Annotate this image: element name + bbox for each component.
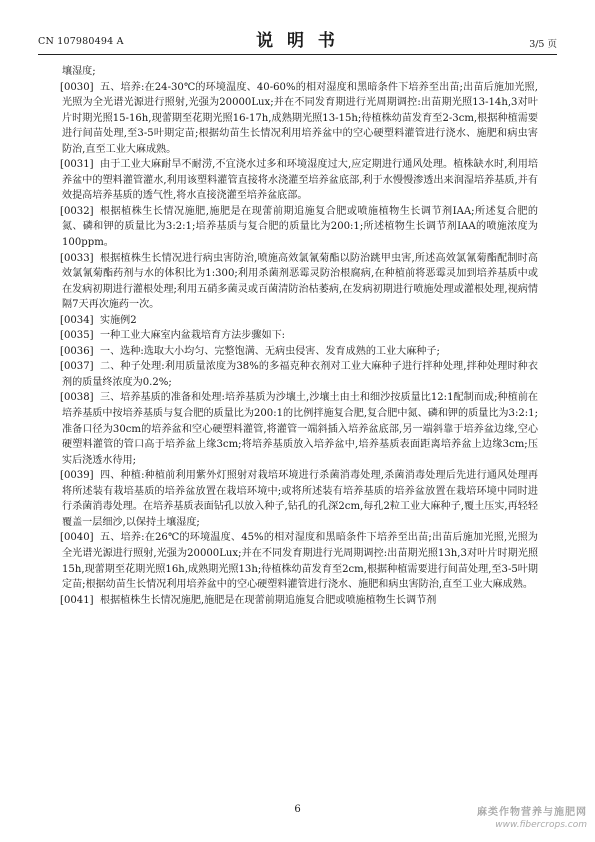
page-header [38, 22, 557, 50]
paragraph-text: 五、培养:在26℃的环境温度、45%的相对湿度和黑暗条件下培养至出苗;出苗后施加光照,光照为全光谱光源进行照射,光强为20000Lux;并在不同发育期进行光周期调控:出苗期光照13h,3对叶片时期光照15h,现蕾期至花期光照16h,成熟期光照13h;待植株幼苗发育至2cm,根据种植需要进行间苗处理,至3-5叶期定苗;根据幼苗生长情况利用培养盆中的空心硬塑料灌管进行浇水、施肥和病虫害防治,直至工业大麻成熟。 [62, 532, 538, 591]
paragraph-0038 [62, 390, 538, 468]
paragraph-number: [0037] [60, 361, 94, 373]
document-title: 说 明 书 [256, 31, 339, 51]
paragraph-text: 根据植株生长情况施肥,施肥是在现蕾前期追施复合肥或喷施植物生长调节剂IAA;所述复合肥的氮、磷和钾的质量比为3:2:1;培养基质与复合肥的质量比为200:1;所述植物生长调节剂IAA的喷施浓度为100ppm。 [62, 205, 538, 249]
paragraph-text: 壤湿度; [62, 66, 96, 77]
patent-number: CN 107980494 A [38, 36, 124, 47]
paragraph-text: 实施例2 [100, 314, 137, 326]
paragraph-text: 由于工业大麻耐旱不耐涝,不宜浇水过多和环境湿度过大,应定期进行通风处理。植株缺水时,利用培养盆中的塑料灌管灌水,利用该塑料灌管直接将水浇灌至培养盆底部,利于水慢慢渗透出来润湿培养基质,并有效提高培养基质的透气性,将水直接浇灌至培养盆底部。 [62, 159, 538, 202]
paragraph-number: [0034] [60, 314, 94, 326]
paragraph-text: 五、培养:在24-30℃的环境温度、40-60%的相对湿度和黑暗条件下培养至出苗;出苗后施加光照,光照为全光谱光源进行照射,光强为20000Lux;并在不同发育期进行光周期调控:出苗期光照13-14h,3对叶片时期光照15-16h,现蕾期至花期光照16-17h,成熟期光照13-15h;待植株幼苗发育至2-3cm,根据种植需要进行间苗处理,至3-5叶期定苗;根据幼苗生长情况利用培养盆中的空心硬塑料灌管进行浇水、施肥和病虫害防治,直至工业大麻成熟。 [62, 81, 538, 155]
paragraph-text: 二、种子处理:利用质量浓度为38%的多福克种衣剂对工业大麻种子进行拌种处理,拌种处理时种衣剂的质量终浓度为0.2%; [62, 361, 538, 388]
paragraph-number: [0033] [60, 252, 94, 264]
paragraph-number: [0041] [60, 594, 94, 606]
paragraph-0030 [62, 80, 538, 158]
paragraph-0036 [62, 344, 538, 360]
page-indicator: 3/5 页 [529, 39, 557, 50]
paragraph-text: 根据植株生长情况施肥,施肥是在现蕾前期追施复合肥或喷施植物生长调节剂 [100, 594, 437, 606]
paragraph-0039 [62, 468, 538, 530]
page-number: 6 [294, 804, 301, 815]
paragraph-number: [0038] [60, 392, 94, 404]
paragraph-0031 [62, 157, 538, 204]
paragraph-0034 [62, 313, 538, 329]
watermark-site-name: 麻类作物营养与施肥网 [477, 807, 587, 818]
paragraph-number: [0035] [60, 330, 94, 342]
watermark-url: www.fibercrops.com [495, 820, 587, 830]
paragraph-continuation [62, 64, 538, 80]
paragraph-number: [0031] [60, 159, 94, 171]
header-divider [38, 54, 557, 55]
paragraph-number: [0039] [60, 470, 94, 482]
paragraph-number: [0030] [60, 81, 94, 93]
paragraph-number: [0036] [60, 345, 94, 357]
paragraph-0037 [62, 359, 538, 390]
paragraph-number: [0040] [60, 532, 94, 544]
document-body [62, 64, 538, 608]
paragraph-text: 三、培养基质的准备和处理:培养基质为沙壤土,沙壤土由土和细沙按质量比12:1配制而成;种植前在培养基质中按培养基质与复合肥的质量比为200:1的比例拌施复合肥,复合肥中氮、磷和钾的质量比为3:2:1;准备口径为30cm的培养盆和空心硬塑料灌管,将灌管一端斜插入培养盆底部,另一端斜靠于培养盆边缘,空心硬塑料灌管的管口高于培养盆上缘3cm;将培养基质放入培养盆中,培养基质表面距离培养盆上边缘3cm;压实后浇透水待用; [62, 392, 538, 466]
paragraph-0032 [62, 204, 538, 251]
paragraph-0033 [62, 251, 538, 313]
paragraph-0040 [62, 530, 538, 592]
watermark [477, 806, 587, 832]
paragraph-text: 一种工业大麻室内盆栽培育方法步骤如下: [100, 330, 286, 342]
paragraph-number: [0032] [60, 205, 94, 217]
paragraph-0035 [62, 328, 538, 344]
paragraph-text: 根据植株生长情况进行病虫害防治,喷施高效氯氰菊酯以防治跳甲虫害,所述高效氯氰菊酯配制时高效氯氰菊酯药剂与水的体积比为1:300;利用杀菌剂恶霉灵防治根腐病,在种植前将恶霉灵加到培养基质中或在发病初期进行灌根处理;利用五硝多菌灵或百菌清防治枯萎病,在发病初期进行喷施处理或灌根处理,视病情隔7天再次施药一次。 [62, 252, 538, 311]
paragraph-text: 四、种植:种植前利用紫外灯照射对栽培环境进行杀菌消毒处理,杀菌消毒处理后先进行通风处理再将所述装有栽培基质的培养盆放置在栽培环境中;或将所述装有培养基质的培养盆放置在栽培环境中同时进行杀菌消毒处理。在培养基质表面钻孔以放入种子,钻孔的孔深2cm,每孔2粒工业大麻种子,覆土压实,再轻轻覆盖一层细沙,以保持土壤湿度; [62, 470, 538, 528]
paragraph-0041 [62, 593, 538, 609]
paragraph-text: 一、选种:选取大小均匀、完整饱满、无病虫侵害、发育成熟的工业大麻种子; [100, 345, 440, 357]
